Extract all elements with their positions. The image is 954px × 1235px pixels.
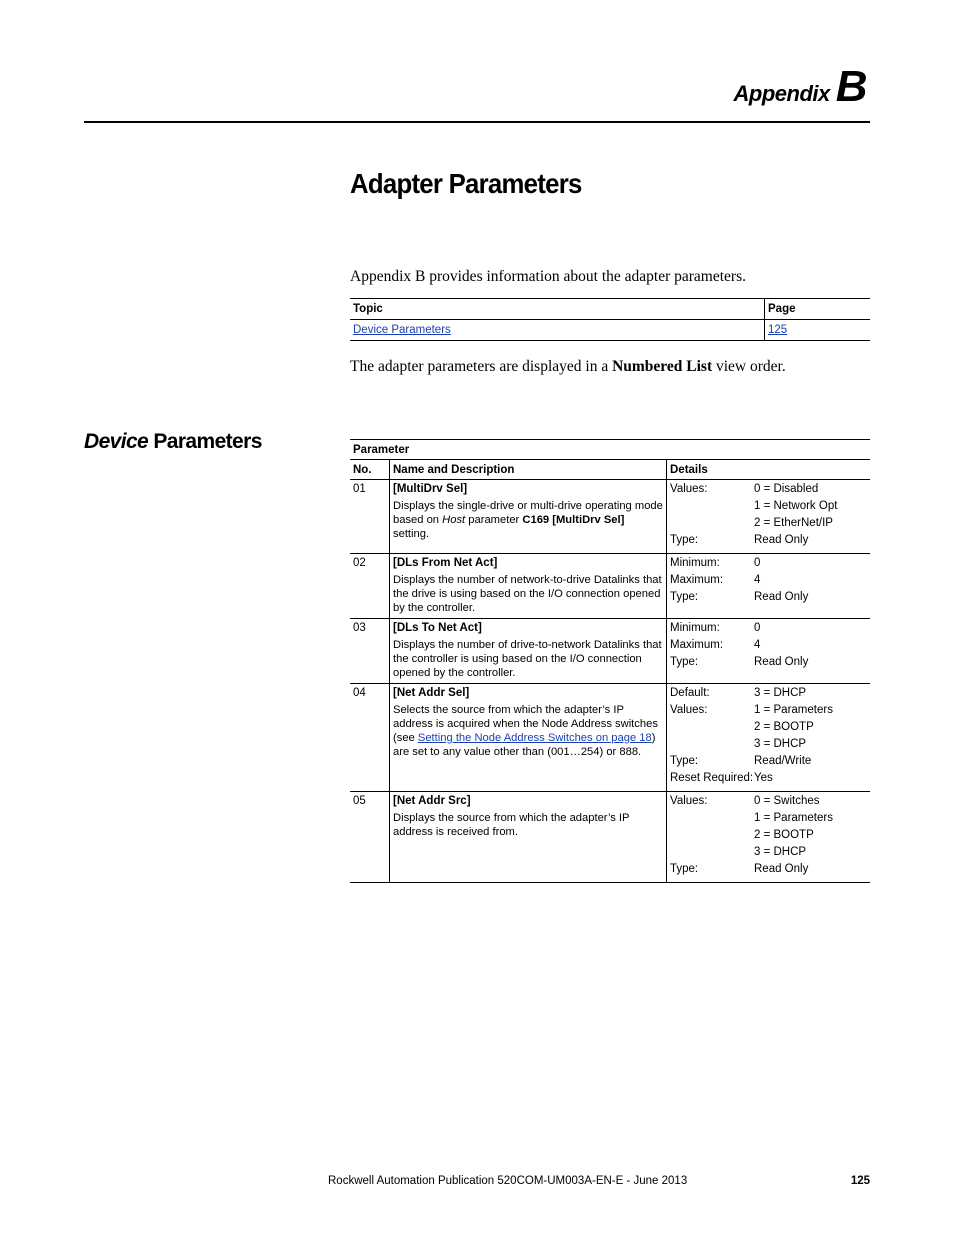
appendix-letter: B bbox=[835, 62, 867, 111]
topic-header: Topic bbox=[350, 299, 765, 320]
param-details: Values: 0 = Switches 1 = Parameters 2 = BOOTP 3 = DHCP Type: Read Only bbox=[667, 792, 871, 883]
param-description: Displays the number of drive-to-network Datalinks that the controller is using based on the I/O connection opened by the controller. bbox=[393, 639, 662, 679]
param-number: 01 bbox=[350, 480, 390, 554]
intro-text: Appendix B provides information about the adapter parameters. bbox=[350, 268, 746, 285]
appendix-word: Appendix bbox=[733, 81, 830, 106]
param-details: Minimum: 0 Maximum: 4 Type: Read Only bbox=[667, 619, 871, 684]
table-row bbox=[350, 320, 870, 341]
page-title: Adapter Parameters bbox=[350, 168, 582, 199]
param-number: 04 bbox=[350, 684, 390, 792]
table-row bbox=[350, 684, 870, 792]
table-row bbox=[350, 792, 870, 883]
publication-info: Rockwell Automation Publication 520COM-UM003A-EN-E - June 2013 bbox=[328, 1175, 688, 1187]
param-description: Displays the single-drive or multi-drive operating mode based on Host parameter C169 [MultiDrv Sel] setting. bbox=[393, 500, 663, 540]
topic-table bbox=[350, 298, 870, 341]
param-name: [DLs From Net Act] bbox=[393, 557, 498, 569]
column-header-details: Details bbox=[667, 460, 871, 480]
param-name: [Net Addr Src] bbox=[393, 795, 471, 807]
parameter-table bbox=[350, 439, 870, 883]
topic-link-device-parameters[interactable]: Device Parameters bbox=[353, 324, 451, 336]
parameter-group-header: Parameter bbox=[350, 440, 870, 460]
table-row bbox=[350, 619, 870, 684]
column-header-name: Name and Description bbox=[390, 460, 667, 480]
node-address-switches-link[interactable]: Setting the Node Address Switches on page 18 bbox=[417, 732, 652, 744]
param-name: [Net Addr Sel] bbox=[393, 687, 470, 699]
page-link-125[interactable]: 125 bbox=[768, 324, 788, 336]
param-name: [DLs To Net Act] bbox=[393, 622, 482, 634]
column-header-no: No. bbox=[350, 460, 390, 480]
param-details: Values: 0 = Disabled 1 = Network Opt 2 = EtherNet/IP Type: Read Only bbox=[667, 480, 871, 554]
param-description: Selects the source from which the adapter’s IP address is acquired when the Node Address switches (see Setting the Node Address Switches on page 18) are set to any value other than (001…254) or 888. bbox=[393, 704, 658, 758]
page-number: 125 bbox=[850, 1175, 870, 1187]
order-note-text: The adapter parameters are displayed in a bbox=[350, 358, 613, 375]
param-description: Displays the source from which the adapter’s IP address is received from. bbox=[393, 812, 630, 838]
order-note-bold: Numbered List bbox=[612, 358, 713, 375]
page-header: Page bbox=[765, 299, 871, 320]
view-order-note bbox=[350, 358, 786, 376]
param-number: 05 bbox=[350, 792, 390, 883]
param-number: 02 bbox=[350, 554, 390, 619]
section-title bbox=[84, 430, 262, 454]
table-row bbox=[350, 554, 870, 619]
param-details: Minimum: 0 Maximum: 4 Type: Read Only bbox=[667, 554, 871, 619]
param-details: Default: 3 = DHCP Values: 1 = Parameters 2 = BOOTP 3 = DHCP Type: Read/Write Reset Required: Yes bbox=[667, 684, 871, 792]
header-rule bbox=[84, 121, 870, 123]
section-title-italic: Device bbox=[84, 430, 149, 453]
param-description: Displays the number of network-to-drive Datalinks that the drive is using based on the I/O connection opened by the controller. bbox=[393, 574, 662, 614]
param-number: 03 bbox=[350, 619, 390, 684]
appendix-header bbox=[734, 62, 867, 112]
table-row bbox=[350, 480, 870, 554]
param-name: [MultiDrv Sel] bbox=[393, 483, 468, 495]
section-title-rest: Parameters bbox=[148, 430, 262, 453]
order-note-text-end: view order. bbox=[712, 358, 786, 375]
